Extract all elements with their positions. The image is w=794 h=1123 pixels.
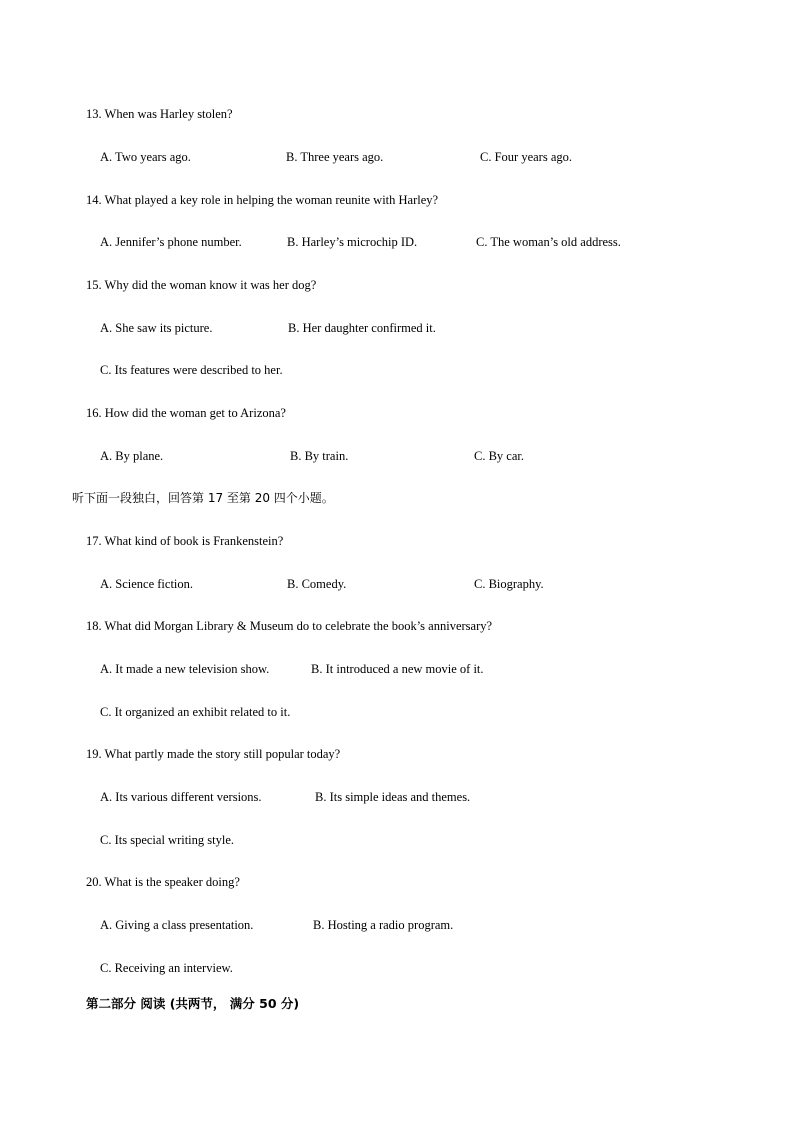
q14-option-c[interactable]: C. The woman’s old address. — [476, 235, 621, 249]
q17-option-b[interactable]: B. Comedy. — [287, 577, 347, 591]
q17-option-a[interactable]: A. Science fiction. — [100, 577, 194, 591]
q20-option-b[interactable]: B. Hosting a radio program. — [313, 918, 454, 932]
question-18: 18. What did Morgan Library & Museum do to celebrate the book’s anniversary? — [86, 619, 493, 633]
q16-option-c[interactable]: C. By car. — [474, 449, 524, 463]
question-17: 17. What kind of book is Frankenstein? — [86, 534, 284, 548]
q19-option-c[interactable]: C. Its special writing style. — [100, 833, 235, 847]
question-13: 13. When was Harley stolen? — [86, 107, 233, 121]
listening-instruction: 听下面一段独白，回答第 17 至第 20 四个小题。 — [72, 491, 334, 505]
question-19: 19. What partly made the story still popular today? — [86, 747, 341, 761]
q20-option-c[interactable]: C. Receiving an interview. — [100, 961, 233, 975]
q15-option-c[interactable]: C. Its features were described to her. — [100, 363, 283, 377]
q18-option-b[interactable]: B. It introduced a new movie of it. — [311, 662, 484, 676]
section-heading: 第二部分 阅读 (共两节， 满分 50 分) — [86, 996, 300, 1011]
q15-option-b[interactable]: B. Her daughter confirmed it. — [288, 321, 436, 335]
question-20: 20. What is the speaker doing? — [86, 875, 240, 889]
q17-option-c[interactable]: C. Biography. — [474, 577, 544, 591]
q18-option-a[interactable]: A. It made a new television show. — [100, 662, 270, 676]
question-14: 14. What played a key role in helping the woman reunite with Harley? — [86, 193, 439, 207]
q13-option-c[interactable]: C. Four years ago. — [480, 150, 572, 164]
question-16: 16. How did the woman get to Arizona? — [86, 406, 286, 420]
q13-option-b[interactable]: B. Three years ago. — [286, 150, 384, 164]
q20-option-a[interactable]: A. Giving a class presentation. — [100, 918, 254, 932]
q18-option-c[interactable]: C. It organized an exhibit related to it. — [100, 705, 291, 719]
question-15: 15. Why did the woman know it was her dog? — [86, 278, 317, 292]
q19-option-b[interactable]: B. Its simple ideas and themes. — [315, 790, 471, 804]
q16-option-b[interactable]: B. By train. — [290, 449, 349, 463]
q16-option-a[interactable]: A. By plane. — [100, 449, 164, 463]
q13-option-a[interactable]: A. Two years ago. — [100, 150, 191, 164]
q14-option-a[interactable]: A. Jennifer’s phone number. — [100, 235, 242, 249]
q19-option-a[interactable]: A. Its various different versions. — [100, 790, 262, 804]
q15-option-a[interactable]: A. She saw its picture. — [100, 321, 213, 335]
q14-option-b[interactable]: B. Harley’s microchip ID. — [287, 235, 418, 249]
